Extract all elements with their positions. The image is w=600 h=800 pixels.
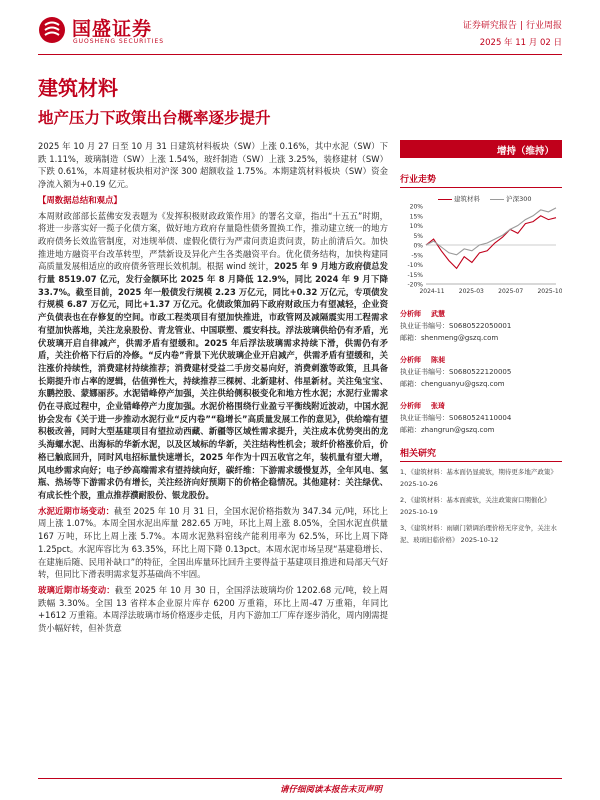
x-tick-label: 2024-11: [419, 288, 445, 295]
legend-swatch-red: [438, 199, 452, 200]
x-tick-label: 2025-03: [458, 288, 484, 295]
legend-label: 建筑材料: [454, 195, 480, 203]
analyst-3: 分析师 张琦 执业证书编号：S0680524110004 邮箱：zhangrun@gszq.com: [400, 402, 512, 434]
footer-disclaimer: 请仔细阅读本报告末页声明: [279, 785, 382, 795]
industry-name: 建筑材料: [38, 76, 118, 100]
series-line: [426, 216, 556, 269]
logo-text-en: GUOSHENG SECURITIES: [73, 38, 165, 45]
y-tick-label: 0%: [413, 242, 423, 250]
section-heading: 【周数据总结和观点】: [38, 194, 122, 205]
y-tick-label: 10%: [409, 223, 423, 230]
y-tick-label: 20%: [409, 203, 423, 211]
guosheng-logo-icon: [38, 16, 66, 44]
related-item[interactable]: 3、《建筑材料：雨刷门锁调治理价格无序竞争，关注水泥、玻璃旧临价格》 2025-10-12: [400, 524, 557, 544]
report-type: 证券研究报告 | 行业周报: [462, 21, 562, 31]
legend-label: 沪深300: [506, 195, 532, 203]
summary-paragraph: 2025 年 10 月 27 日至 10 月 31 日建筑材料板块（SW）上涨 0.16%，其中水泥（SW）下跌 1.11%，玻璃制造（SW）上涨 1.54%，玻纤制造（SW）上涨 3.25%，装修建材（SW）下跌 0.61%，本周建材板块相对沪深 300 超额收益 1.75%。本期建筑材料板块（SW）资金净流入额为+0.19 亿元。: [38, 141, 388, 190]
legend-swatch-gray: [490, 199, 504, 200]
chart-legend: [438, 194, 532, 203]
y-tick-label: 5%: [413, 232, 423, 240]
report-title: 地产压力下政策出台概率逐步提升: [38, 109, 271, 127]
y-tick-label: -15%: [407, 271, 423, 279]
policy-paragraph: 本周财政部部长蓝佛安发表题为《发挥积极财政政策作用》的署名文章，指出“十五五”时期，将进一步落实好一揽子化债方案，做好地方政府存量隐性债务置换工作，推动建立统一的地方政府债务长效监管制度，对违规举债、虚假化债行为严肃问责追责问责，防止前清后欠。加快推进地方融资平台改革转型，严禁新设及异化产生各类融资平台。优化债务结构，加快构建同高质量发展相适应的政府债务管理长效机制。根据 wind 统计，2025 年 9 月地方政府债总发行量 8519.07 亿元，发行金额环比 2025 年 8 月降低 12.9%，同比 2024 年 9 月下降 33.7%。截至目前，2025 年一般债发行规模 2.23 万亿元，同比+0.32 万亿元，专项债发行规模 6.87 万亿元，同比+1.37 万亿元。化债政策加码下政府财政压力有望减轻，企业资产负债表也在存修复的空间。市政工程类项目有望加快推进，市政管网及减隔震实用工程需求有望加快落地，关注龙泉股份、青龙管业、中国联塑、震安科技。浮法玻璃供给仍有矛盾，光伏玻璃开启自律减产，供需矛盾有望缓和。2025 年后浮法玻璃需求持续下滑，供需仍有矛盾，关注价格下行后的冷修。“反内卷”背景下光伏玻璃企业开启减产，供需矛盾有望缓和，关注涨价持续性，消费建材持续推荐；消费建材受益二手房交易向好，消费刺激等政策，且具备长期提升市占率的逻辑，估值弹性大，持续推荐三棵树、北新建材、伟星新材。关注兔宝宝、东鹏控股、蒙娜丽莎。水泥错峰停产加强，关注供给侧积极变化和地方性水泥；水泥行业需求仍在寻底过程中，企业错峰停产力度加强。水泥价格围绕行业盈亏平衡线附近波动，中国水泥协会发布《关于进一步推动水泥行业“反内卷”“稳增长”高质量发展工作的意见》，供给端有望积极改善，同时大型基建项目有望拉动西藏、新疆等区域性需求提升，关注成本优势突出的龙头海螺水泥、出海标的华新水泥，以及区域标的华新，关注结构性机会；玻纤价格涨价后，价格已触底回升，同时风电招标量快速增长，2025 年作为十四五收官之年，装机量有望大增，风电纱需求向好；电子纱高端需求有望持续向好，碳纤维：下游需求缓慢复苏，全年风电、氢瓶、热场等下游需求仍有增长，关注经济向好预期下的价格企稳情况。其他建材：关注绿优、有成长性个股，重点推荐濮耐股份、银龙股份。: [38, 210, 388, 500]
related-item[interactable]: 1、《建筑材料：基本面仍显疲软，期待更多地产政策》 2025-10-26: [400, 468, 557, 488]
trend-title: 行业走势: [400, 172, 562, 188]
glass-paragraph: 玻璃近期市场变动：截至 2025 年 10 月 30 日，全国浮法玻璃均价 1202.68 元/吨，较上周跌幅 3.30%。全国 13 省样本企业原片库存 6200 万重箱，环比上周-47 万重箱，年同比+1612 万重箱。本周浮法玻璃市场价格逐步走低，月内下游加工厂库存逐步消化，周内刚需提货小幅好转，但补货意: [38, 584, 388, 634]
y-tick-label: -20%: [407, 281, 423, 289]
x-tick-label: 2025-10: [537, 288, 562, 295]
related-title: 相关研究: [400, 446, 562, 462]
report-date: 2025 年 11 月 02 日: [479, 38, 562, 48]
y-tick-label: -10%: [407, 262, 423, 269]
analyst-1: 分析师 武慧 执业证书编号：S0680522050001 邮箱：shenmeng@gszq.com: [400, 310, 512, 342]
sidebar: [400, 140, 562, 546]
rating-badge: 增持（维持）: [400, 140, 562, 158]
y-tick-label: 15%: [409, 213, 423, 221]
y-tick-label: -5%: [411, 252, 423, 260]
header-divider: [38, 54, 562, 55]
logo-text: 国盛证券: [72, 18, 153, 40]
analyst-2: 分析师 陈昶 执业证书编号：S0680522120005 邮箱：chenguanyu@gszq.com: [400, 356, 512, 388]
main-body: [38, 140, 388, 638]
trend-chart: [400, 192, 562, 302]
footer: [38, 778, 562, 795]
header: [0, 0, 600, 60]
analyst-list: [400, 308, 562, 436]
series-line: [426, 208, 556, 255]
chart-svg: [400, 192, 562, 302]
related-item[interactable]: 2、《建筑材料：基本面疲软，关注政策窗口期催化》 2025-10-19: [400, 496, 551, 516]
x-tick-label: 2025-07: [498, 288, 524, 295]
logo: [38, 14, 188, 50]
cement-paragraph: 水泥近期市场变动：截至 2025 年 10 月 31 日，全国水泥价格指数为 347.34 元/吨，环比上周上涨 1.07%。本周全国水泥出库量 282.65 万吨，环比上周上涨 8.05%，全国水泥直供量 167 万吨，环比上周上涨 5.7%。本周水泥熟料窑线产能利用率为 62.5%，环比上周下降 1.25pct。水泥库容比为 63.35%，环比上周下降 0.13pct。本周水泥市场呈现“基建稳增长、在建施后随、民用补缺口”的特征，全国出库量环比回升主要得益于基建项目推进和局部天气好转，但同比下滑表明需求复苏基础尚不牢固。: [38, 505, 388, 580]
